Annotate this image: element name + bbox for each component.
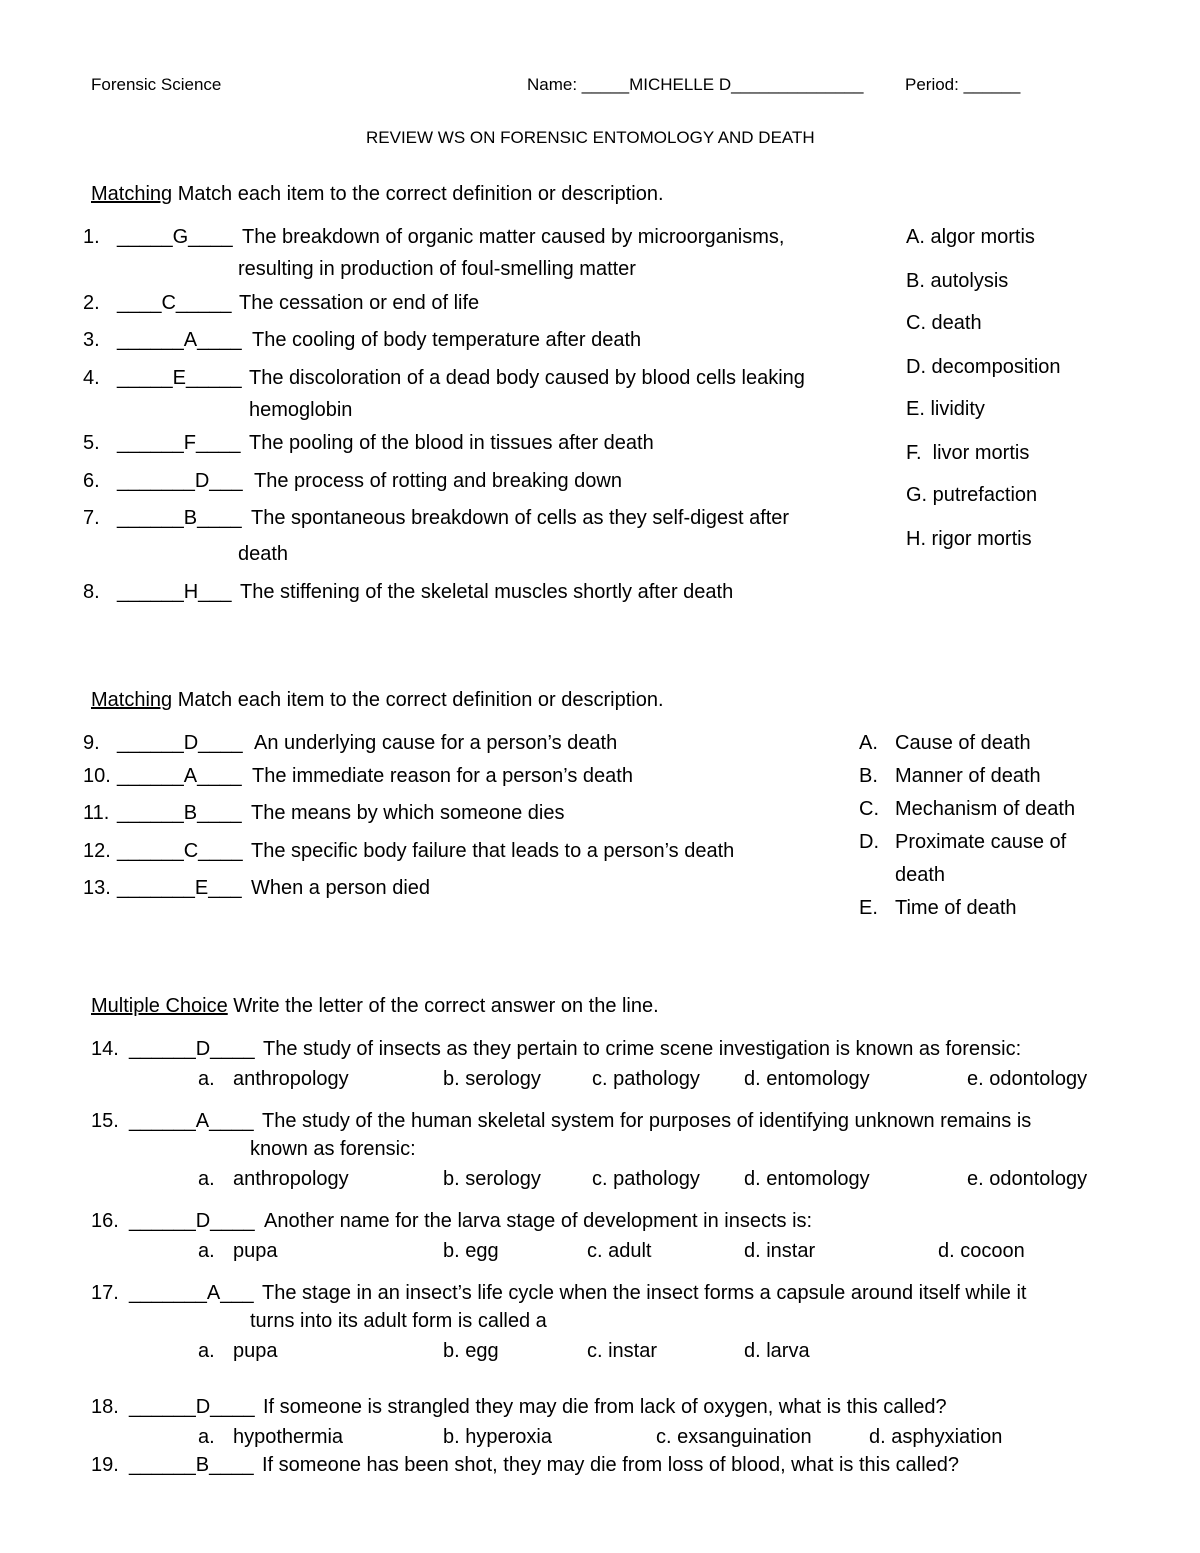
section1-heading-text: Match each item to the correct definition or description.: [172, 183, 664, 205]
question-16-choice-a: pupa: [233, 1240, 278, 1262]
item-7-answer: ______B____: [117, 507, 242, 529]
question-14-choice-a: anthropology: [233, 1068, 349, 1090]
question-16-answer: ______D____: [129, 1210, 255, 1232]
question-14-choice-e: e. odontology: [967, 1068, 1088, 1090]
item-3-text: The cooling of body temperature after death: [252, 329, 642, 351]
item-7-text: The spontaneous breakdown of cells as they self-digest after: [251, 507, 790, 529]
item-6-number: 6.: [83, 470, 100, 492]
item-2-number: 2.: [83, 292, 100, 314]
item-7-text-cont: death: [238, 543, 289, 565]
question-15-choice-b: b. serology: [443, 1168, 541, 1190]
section1-heading: [91, 184, 664, 204]
question-14-number: 14.: [91, 1038, 119, 1060]
question-18-number: 18.: [91, 1396, 119, 1418]
question-14-choice-b: b. serology: [443, 1068, 541, 1090]
section3-heading: [91, 996, 659, 1016]
question-17-choice-d: d. larva: [744, 1340, 810, 1362]
item-7-number: 7.: [83, 507, 100, 529]
question-18-choice-b: b. hyperoxia: [443, 1426, 552, 1448]
question-14-answer: ______D____: [129, 1038, 255, 1060]
option2-a-letter: A.: [859, 732, 878, 754]
item-12-text: The specific body failure that leads to a person’s death: [251, 840, 735, 862]
question-18-answer: ______D____: [129, 1396, 255, 1418]
option-c: C. death: [906, 312, 982, 334]
option2-e-text: Time of death: [895, 897, 1017, 919]
option2-c-letter: C.: [859, 798, 879, 820]
option-a: A. algor mortis: [906, 226, 1035, 248]
student-name-line: Name: _____MICHELLE D______________: [527, 75, 864, 94]
question-14-choice-c: c. pathology: [592, 1068, 700, 1090]
question-18-text: If someone is strangled they may die from lack of oxygen, what is this called?: [263, 1396, 947, 1418]
item-12-answer: ______C____: [117, 840, 243, 862]
item-11-answer: ______B____: [117, 802, 242, 824]
option-f: F. livor mortis: [906, 442, 1030, 464]
item-9-number: 9.: [83, 732, 100, 754]
option-b: B. autolysis: [906, 270, 1009, 292]
section3-heading-label: Multiple Choice: [91, 995, 228, 1017]
question-15-number: 15.: [91, 1110, 119, 1132]
question-15-choice-e: e. odontology: [967, 1168, 1088, 1190]
question-15-text-cont: known as forensic:: [250, 1138, 416, 1160]
item-4-text: The discoloration of a dead body caused by blood cells leaking: [249, 367, 805, 389]
section3-heading-text: Write the letter of the correct answer on the line.: [227, 995, 659, 1017]
option2-b-letter: B.: [859, 765, 878, 787]
question-16-choice-e: d. cocoon: [938, 1240, 1025, 1262]
item-1-text-cont: resulting in production of foul-smelling matter: [238, 258, 636, 280]
item-5-text: The pooling of the blood in tissues after death: [249, 432, 654, 454]
question-19-number: 19.: [91, 1454, 119, 1476]
question-14-text: The study of insects as they pertain to crime scene investigation is known as forensic:: [263, 1038, 1022, 1060]
item-12-number: 12.: [83, 840, 111, 862]
item-8-answer: ______H___: [117, 581, 232, 603]
item-10-text: The immediate reason for a person’s death: [252, 765, 633, 787]
course-title: Forensic Science: [91, 75, 222, 94]
option2-d-text-cont: death: [895, 864, 946, 886]
item-11-number: 11.: [83, 802, 110, 824]
option-d: D. decomposition: [906, 356, 1061, 378]
item-5-number: 5.: [83, 432, 100, 454]
option2-c-text: Mechanism of death: [895, 798, 1076, 820]
question-19-text: If someone has been shot, they may die from loss of blood, what is this called?: [262, 1454, 960, 1476]
option2-d-text: Proximate cause of: [895, 831, 1067, 853]
question-15-choice-d: d. entomology: [744, 1168, 870, 1190]
section2-heading-label: Matching: [91, 689, 173, 711]
question-16-choice-d: d. instar: [744, 1240, 816, 1262]
item-9-answer: ______D____: [117, 732, 243, 754]
item-1-answer: _____G____: [117, 226, 233, 248]
question-18-choice-c: c. exsanguination: [656, 1426, 812, 1448]
item-13-answer: _______E___: [117, 877, 242, 899]
option-h: H. rigor mortis: [906, 528, 1032, 550]
question-18-choice-a-label: a.: [198, 1426, 215, 1448]
item-1-number: 1.: [83, 226, 100, 248]
question-17-text: The stage in an insect’s life cycle when the insect forms a capsule around itself while it: [262, 1282, 1027, 1304]
item-13-number: 13.: [83, 877, 111, 899]
question-16-text: Another name for the larva stage of development in insects is:: [264, 1210, 813, 1232]
option2-d-letter: D.: [859, 831, 879, 853]
option2-a-text: Cause of death: [895, 732, 1031, 754]
question-14-choice-d: d. entomology: [744, 1068, 870, 1090]
section2-heading: [91, 690, 664, 710]
question-17-choice-b: b. egg: [443, 1340, 499, 1362]
question-18-choice-a: hypothermia: [233, 1426, 344, 1448]
item-5-answer: ______F____: [117, 432, 241, 454]
question-18-choice-d: d. asphyxiation: [869, 1426, 1003, 1448]
item-11-text: The means by which someone dies: [251, 802, 565, 824]
item-8-text: The stiffening of the skeletal muscles shortly after death: [240, 581, 734, 603]
question-17-answer: _______A___: [129, 1282, 254, 1304]
question-16-number: 16.: [91, 1210, 119, 1232]
question-15-choice-a: anthropology: [233, 1168, 349, 1190]
question-15-answer: ______A____: [129, 1110, 254, 1132]
question-17-choice-a: pupa: [233, 1340, 278, 1362]
section1-heading-label: Matching: [91, 183, 173, 205]
item-2-text: The cessation or end of life: [239, 292, 480, 314]
item-4-answer: _____E_____: [117, 367, 242, 389]
option2-e-letter: E.: [859, 897, 878, 919]
item-1-text: The breakdown of organic matter caused by microorganisms,: [242, 226, 785, 248]
item-10-answer: ______A____: [117, 765, 242, 787]
question-15-choice-a-label: a.: [198, 1168, 215, 1190]
item-3-number: 3.: [83, 329, 100, 351]
section2-heading-text: Match each item to the correct definition or description.: [172, 689, 664, 711]
item-8-number: 8.: [83, 581, 100, 603]
option-e: E. lividity: [906, 398, 985, 420]
question-16-choice-c: c. adult: [587, 1240, 652, 1262]
item-2-answer: ____C_____: [117, 292, 232, 314]
question-15-choice-c: c. pathology: [592, 1168, 700, 1190]
question-15-text: The study of the human skeletal system for purposes of identifying unknown remains is: [262, 1110, 1032, 1132]
question-16-choice-a-label: a.: [198, 1240, 215, 1262]
worksheet-title: REVIEW WS ON FORENSIC ENTOMOLOGY AND DEATH: [366, 128, 815, 147]
item-9-text: An underlying cause for a person’s death: [254, 732, 618, 754]
question-17-text-cont: turns into its adult form is called a: [250, 1310, 547, 1332]
item-6-answer: _______D___: [117, 470, 243, 492]
option2-b-text: Manner of death: [895, 765, 1041, 787]
item-4-number: 4.: [83, 367, 100, 389]
item-13-text: When a person died: [251, 877, 431, 899]
question-17-number: 17.: [91, 1282, 119, 1304]
question-17-choice-c: c. instar: [587, 1340, 658, 1362]
option-g: G. putrefaction: [906, 484, 1038, 506]
question-14-choice-a-label: a.: [198, 1068, 215, 1090]
item-3-answer: ______A____: [117, 329, 242, 351]
item-4-text-cont: hemoglobin: [249, 399, 353, 421]
period-line: Period: ______: [905, 75, 1021, 94]
item-6-text: The process of rotting and breaking down: [254, 470, 622, 492]
question-19-answer: ______B____: [129, 1454, 254, 1476]
item-10-number: 10.: [83, 765, 111, 787]
question-17-choice-a-label: a.: [198, 1340, 215, 1362]
question-16-choice-b: b. egg: [443, 1240, 499, 1262]
